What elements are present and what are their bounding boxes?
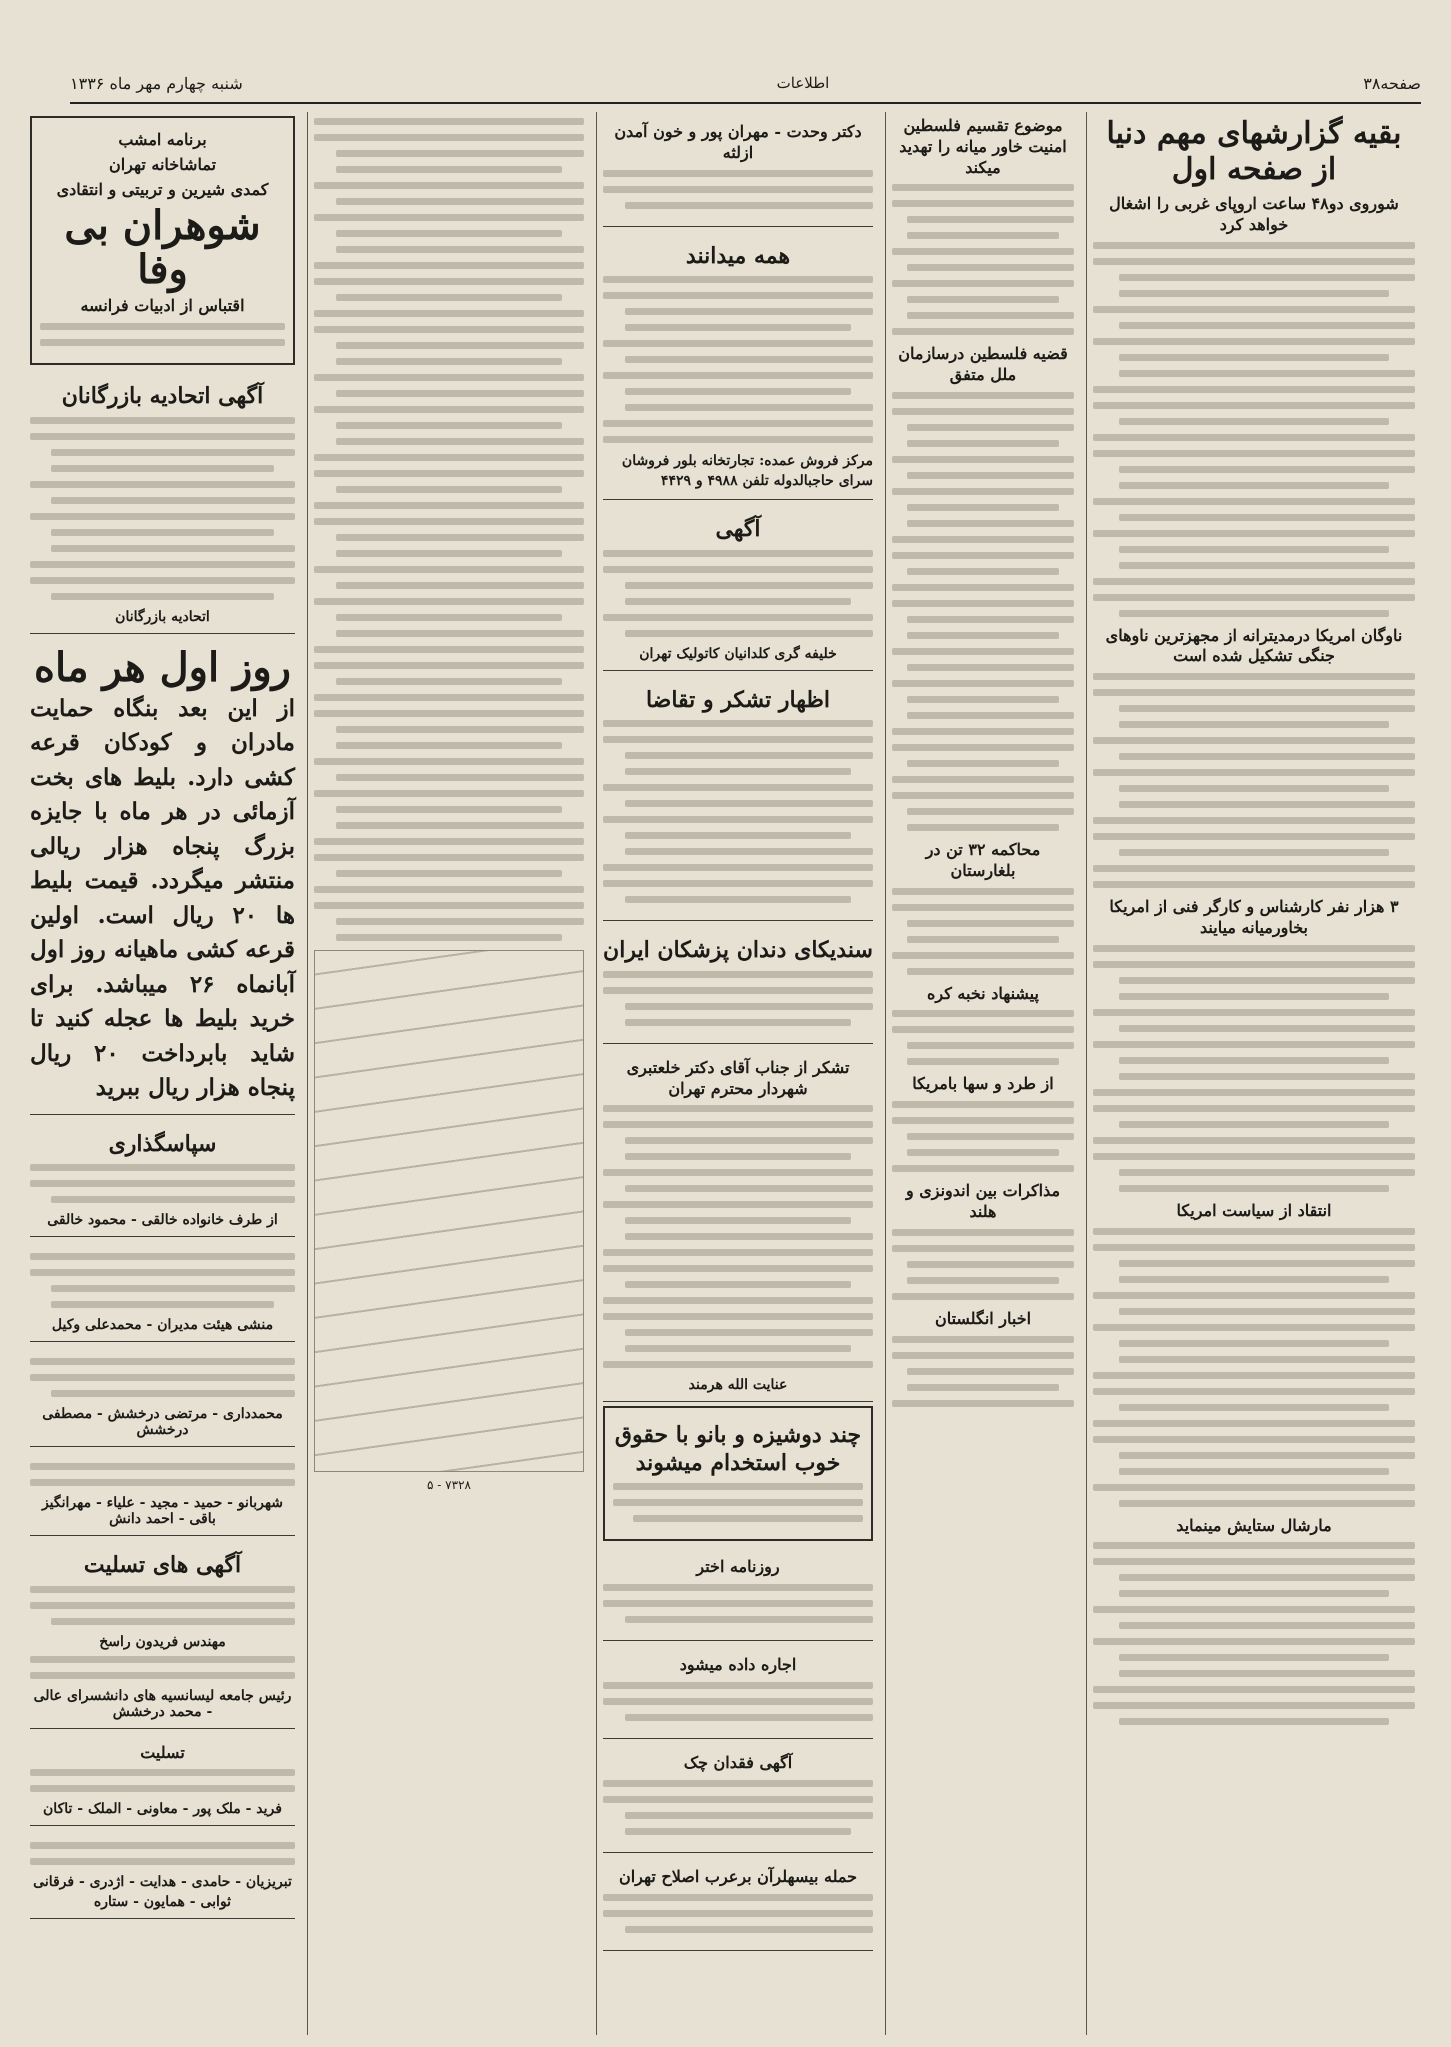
play-credit: اقتباس از ادبیات فرانسه [80, 296, 245, 316]
ad-text [30, 1358, 295, 1397]
ad-text [603, 1894, 873, 1933]
condolence-title: آگهی های تسلیت [83, 1552, 242, 1579]
ad-text [603, 276, 873, 443]
ad-text [603, 1584, 873, 1623]
story-text [892, 1101, 1074, 1172]
korea-title: پیشنهاد نخبه کره [927, 983, 1039, 1003]
names-signature-3: فرید - ملک پور - معاونی - الملک - تاکان [43, 1801, 282, 1818]
bazaar-signature: اتحادیه بازرگانان [115, 608, 210, 625]
all-know-title: همه میدانند [685, 242, 791, 269]
story-text [1093, 945, 1415, 1192]
engineer-signature: مهندس فریدون راسخ [99, 1633, 226, 1650]
story-text [1093, 673, 1415, 888]
newspaper-name: اطلاعات [776, 74, 830, 92]
ad-text [30, 417, 295, 600]
names-signature-1: محمدداری - مرتضی درخشش - مصطفی درخشش [42, 1406, 283, 1439]
story-text [892, 184, 1074, 335]
names-signature-2: شهربانو - حمید - مجید - علیاء - مهرانگیز باقی - احمد دانش [41, 1495, 284, 1528]
names-notice [30, 1346, 295, 1447]
mayor-thanks-signature: عنایت الله هرمند [688, 1377, 788, 1394]
ad-text [613, 1483, 863, 1522]
ad-text [603, 550, 873, 637]
ad-text [603, 1105, 873, 1368]
ad-text [603, 720, 873, 903]
story-text [1093, 242, 1415, 617]
thanks-request-ad [603, 675, 873, 922]
ad-text [30, 1253, 295, 1308]
condolence-section [30, 1540, 295, 1729]
shop-address: مرکز فروش عمده: تجارتخانه بلور فروشان سرای حاجبالدوله تلفن ۴۹۸۸ و ۴۴۲۹ [621, 453, 873, 489]
board-notice [30, 1241, 295, 1342]
marshall-title: مارشال ستایش مینماید [1176, 1515, 1332, 1535]
ad-text [603, 1780, 873, 1835]
lead-story-title: شوروی دو۴۸ ساعت اروپای غربی را اشغال خواهد کرد [1109, 194, 1399, 234]
notice-signature: خلیفه گری کلدانیان کاتولیک تهران [639, 645, 837, 662]
bazaar-notice [30, 371, 295, 634]
jobs-ad [603, 1406, 873, 1541]
ad-text [603, 1682, 873, 1721]
lottery-ad [30, 638, 295, 1115]
all-know-ad [603, 231, 873, 501]
america-title: از طرد و سها بامریکا [912, 1074, 1054, 1094]
navy-title: ناوگان امریکا درمدیترانه از مجهزترین ناوهای جنگی تشکیل شده است [1105, 625, 1403, 666]
tehran-ad [603, 1857, 873, 1951]
names-signature-4: تبریزیان - حامدی - هدایت - اژدری - فرقانی [33, 1874, 292, 1891]
story-text [892, 1336, 1074, 1407]
doctor-ad-title: دکتر وحدت - مهران پور و خون آمدن ازلثه [614, 122, 862, 162]
england-title: اخبار انگلستان [934, 1308, 1032, 1328]
theater-name: تماشاخانه تهران [108, 154, 217, 174]
main-headline: بقیه گزارشهای مهم دنیا از صفحه اول [1106, 116, 1402, 187]
tehran-ad-title: حمله بیسهلرآن برعرب اصلاح تهران [618, 1866, 858, 1886]
thanks-request-title: اظهار تشکر و تقاضا [645, 686, 831, 713]
condolence-section-2 [30, 1733, 295, 1827]
story-text [1093, 1542, 1415, 1725]
ad-text [603, 170, 873, 209]
ad-text [30, 1463, 295, 1486]
ad-text [30, 1586, 295, 1625]
experts-title: ۳ هزار نفر کارشناس و کارگر فنی از امریکا بخاورمیانه میایند [1109, 897, 1399, 937]
handwritten-notice-image [314, 950, 584, 1472]
story-text [892, 1010, 1074, 1065]
lost-cheque-title: آگهی فقدان چک [683, 1752, 793, 1772]
story-text [892, 888, 1074, 975]
thanks-title: سپاسگذاری [108, 1130, 217, 1157]
masthead [70, 64, 1421, 104]
column-handwritten [307, 112, 590, 2035]
newspaper-ad-title: روزنامه اختر [696, 1557, 780, 1577]
ad-text [314, 118, 584, 941]
un-title: قضیه فلسطین درسازمان ملل متفق [898, 344, 1068, 385]
column-middle-news [885, 112, 1080, 2035]
policy-title: انتقاد از سیاست امریکا [1176, 1200, 1332, 1220]
issue-date: شنبه چهارم مهر ماه ۱۳۳۶ [70, 73, 243, 93]
lottery-title: روز اول هر ماه [34, 643, 291, 691]
trial-title: محاکمه ۳۲ تن در بلغارستان [925, 839, 1041, 880]
thanks-notice [30, 1119, 295, 1238]
ad-text [30, 1656, 295, 1679]
story-text [1093, 1228, 1415, 1507]
story-text [892, 1229, 1074, 1300]
play-title: شوهران بی وفا [64, 202, 261, 294]
ad-text [30, 1842, 295, 1865]
newspaper-ad [603, 1547, 873, 1641]
ad-text [40, 323, 285, 346]
family-signature: از طرف خانواده خالقی - محمود خالقی [47, 1212, 278, 1229]
condolence-section-3 [30, 1830, 295, 1919]
mayor-thanks-ad [603, 1048, 873, 1403]
names-notice-2 [30, 1451, 295, 1536]
rent-title: اجاره داده میشود [679, 1655, 797, 1675]
ad-text [30, 1164, 295, 1203]
rent-ad [603, 1645, 873, 1739]
comedy-desc: کمدی شیرین و تربیتی و انتقادی [56, 179, 269, 199]
column-notices [24, 112, 301, 2035]
church-notice [603, 504, 873, 671]
ad-text [603, 971, 873, 1026]
palestine-topic: موضوع تقسیم فلسطین امنیت خاور میانه را تهدید میکند [899, 116, 1067, 177]
program-title: برنامه امشب [118, 130, 207, 149]
handwritten-code: ۷۳۲۸ - ۵ [427, 1478, 471, 1492]
names-signature-5: ثوابی - همایون - ستاره [93, 1894, 232, 1911]
columns [30, 112, 1421, 2035]
indonesia-title: مذاکرات بین اندونزی و هلند [905, 1181, 1061, 1221]
condolence-title-2: تسلیت [140, 1742, 185, 1762]
column-world-news [1086, 112, 1421, 2035]
theater-program [30, 116, 295, 365]
dentist-title: سندیکای دندان پزشکان ایران [603, 937, 873, 964]
board-signature: منشی هیئت مدیران - محمدعلی وکیل [51, 1317, 274, 1334]
notice-title: آگهی [715, 516, 761, 543]
doctor-ad [603, 112, 873, 227]
union-signature: رئیس جامعه لیسانسیه های دانشسرای عالی - محمد درخشش [33, 1687, 292, 1720]
bazaar-title: آگهی اتحادیه بازرگانان [61, 383, 264, 410]
lost-cheque-ad [603, 1743, 873, 1853]
jobs-title: چند دوشیزه و بانو با حقوق خوب استخدام میشوند [614, 1422, 862, 1476]
ad-text [30, 1769, 295, 1792]
dentist-ad [603, 925, 873, 1044]
story-text [892, 392, 1074, 831]
page-number: صفحه۳۸ [1363, 73, 1421, 93]
lottery-text: از این بعد بنگاه حمایت مادران و کودکان قرعه کشی دارد. بلیط های بخت آزمائی در هر ماه با جایزه بزرگ پنجاه هزار ریالی منتشر میگردد. قیمت بلیط ها ۲۰ ریال است. اولین قرعه کشی ماهیانه روز اول آبانماه ۲۶ میباشد. برای خرید بلیط ها عجله کنید تا شاید بابرداخت ۲۰ ریال پنجاه هزار ریال ببرید [30, 694, 295, 1102]
mayor-thanks-title: تشکر از جناب آقای دکتر خلعتبری شهردار محترم تهران [626, 1057, 850, 1098]
column-ads [596, 112, 879, 2035]
